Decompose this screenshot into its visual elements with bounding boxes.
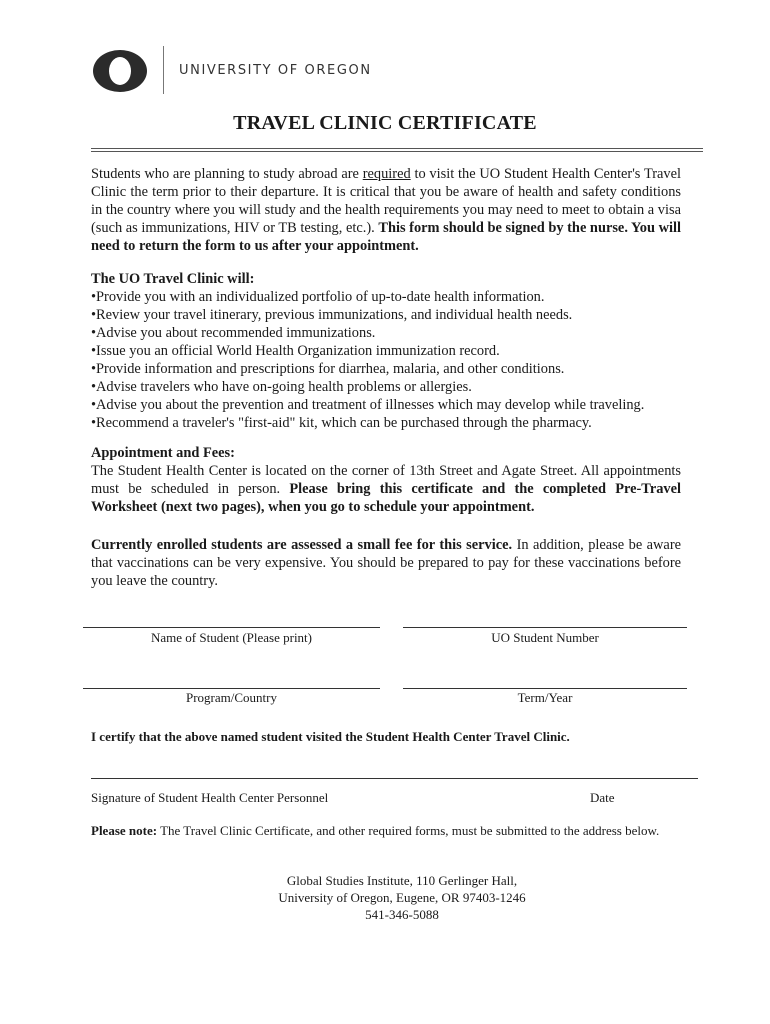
note-text: The Travel Clinic Certificate, and other required forms, must be submitted to the address below. xyxy=(157,823,660,838)
note-bold: Please note: xyxy=(91,823,158,838)
intro-paragraph xyxy=(91,165,681,255)
appointment-heading: Appointment and Fees: xyxy=(91,445,235,461)
title-rule-bottom xyxy=(91,151,703,152)
clinic-section xyxy=(91,270,681,432)
signature-field[interactable] xyxy=(91,778,698,779)
signature-label: Signature of Student Health Center Personnel xyxy=(91,790,329,805)
fees-paragraph xyxy=(91,536,681,590)
program-country-field[interactable] xyxy=(83,688,380,689)
date-label: Date xyxy=(590,790,615,805)
university-name: UNIVERSITY OF OREGON xyxy=(179,63,372,78)
page-title: TRAVEL CLINIC CERTIFICATE xyxy=(233,112,537,134)
o-logo-icon xyxy=(91,48,149,94)
intro-required: required xyxy=(362,166,411,182)
list-item: •Provide you with an individualized portfolio of up-to-date health information. xyxy=(91,289,545,305)
note-paragraph xyxy=(91,822,681,839)
logo-divider xyxy=(163,46,164,94)
list-item: •Advise travelers who have on-going health problems or allergies. xyxy=(91,379,472,395)
list-item: •Advise you about recommended immunizations. xyxy=(91,325,376,341)
appointment-section xyxy=(91,444,681,516)
address-phone: 541-346-5088 xyxy=(365,907,439,922)
mailing-address xyxy=(0,872,770,923)
student-number-label: UO Student Number xyxy=(491,630,599,645)
appointment-bold: Please bring this certificate and the completed Pre-Travel Worksheet (next two pages), when you go to schedule your appointment. xyxy=(91,481,681,515)
term-year-label: Term/Year xyxy=(517,690,573,705)
list-item: •Provide information and prescriptions for diarrhea, malaria, and other conditions. xyxy=(91,361,565,377)
fees-bold: Currently enrolled students are assessed a small fee for this service. xyxy=(91,537,513,553)
intro-text-2: to visit the UO Student Health Center's Travel Clinic the term prior to their departure. It is critical that you be aware of health and safety conditions in the country where you will study and the health requirements you may need to meet to obtain a visa (such as immunizations, HIV or TB testing, etc.). xyxy=(91,166,681,236)
certification-statement: I certify that the above named student visited the Student Health Center Travel Clinic. xyxy=(91,729,570,744)
clinic-services-list xyxy=(91,288,681,432)
intro-text-1: Students who are planning to study abroad are xyxy=(91,166,363,182)
program-country-label: Program/Country xyxy=(186,690,277,705)
student-number-field[interactable] xyxy=(403,627,687,628)
student-name-label: Name of Student (Please print) xyxy=(150,630,312,645)
term-year-field[interactable] xyxy=(403,688,687,689)
appointment-paragraph xyxy=(91,462,681,516)
clinic-heading: The UO Travel Clinic will: xyxy=(91,271,255,287)
address-line-1: Global Studies Institute, 110 Gerlinger Hall, xyxy=(286,873,518,888)
fees-text: In addition, please be aware that vaccinations can be very expensive. You should be prepared to pay for these vaccinations before you leave the country. xyxy=(91,537,681,589)
list-item: •Recommend a traveler's "first-aid" kit, which can be purchased through the pharmacy. xyxy=(91,415,592,431)
intro-bold: This form should be signed by the nurse. You will need to return the form to us after your appointment. xyxy=(91,220,681,254)
list-item: •Review your travel itinerary, previous immunizations, and individual health needs. xyxy=(91,307,573,323)
student-name-field[interactable] xyxy=(83,627,380,628)
title-rule-top xyxy=(91,148,703,149)
address-line-2: University of Oregon, Eugene, OR 97403-1246 xyxy=(278,890,526,905)
list-item: •Advise you about the prevention and treatment of illnesses which may develop while traveling. xyxy=(91,397,645,413)
list-item: •Issue you an official World Health Organization immunization record. xyxy=(91,343,500,359)
appointment-text: The Student Health Center is located on the corner of 13th Street and Agate Street. All appointments must be scheduled in person. xyxy=(91,463,681,497)
